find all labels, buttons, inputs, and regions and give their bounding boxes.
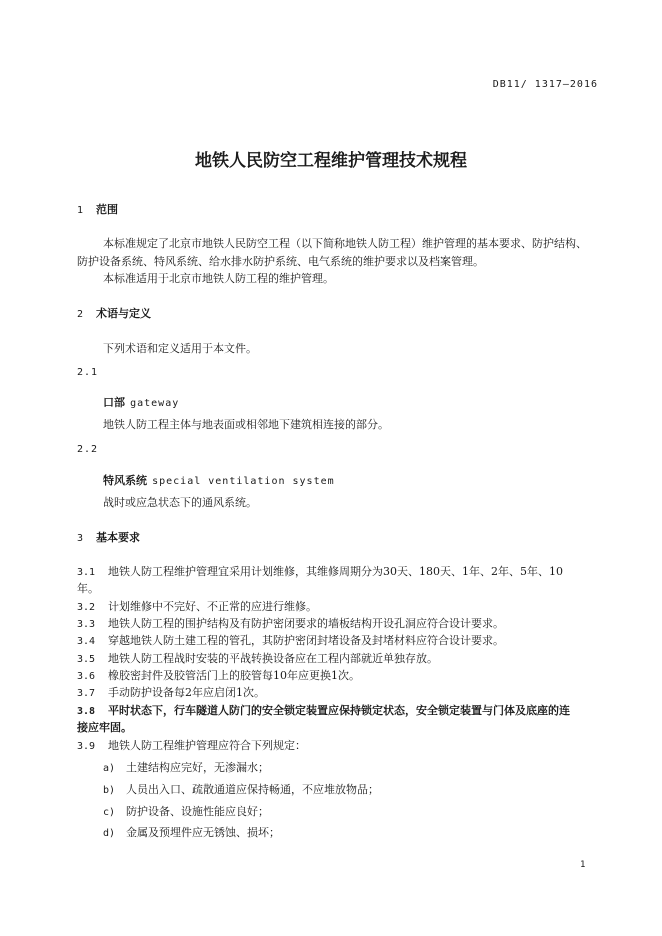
sub-list-item bbox=[103, 803, 269, 819]
item-text: 地铁人防工程战时安装的平战转换设备应在工程内部就近单独存放。 bbox=[108, 652, 438, 665]
term-name: 口部 bbox=[103, 396, 125, 409]
item-text: 地铁人防工程维护管理宜采用计划维修，其维修周期分为30天、180天、1年、2年、5年、10 bbox=[108, 565, 563, 578]
term-english: special ventilation system bbox=[152, 476, 335, 487]
paragraph-line: 本标准规定了北京市地铁人民防空工程（以下简称地铁人防工程）维护管理的基本要求、防护结构、 bbox=[103, 237, 587, 250]
section-number: 1 bbox=[77, 205, 84, 216]
section-title: 术语与定义 bbox=[96, 307, 151, 320]
term-number: 2.2 bbox=[77, 444, 99, 455]
item-number: 3.9 bbox=[77, 741, 96, 752]
paragraph-line: 下列术语和定义适用于本文件。 bbox=[103, 342, 257, 355]
item-number: 3.2 bbox=[77, 602, 96, 613]
paragraph-line: 防护设备系统、特风系统、给水排水防护系统、电气系统的维护要求以及档案管理。 bbox=[77, 255, 484, 268]
sub-item-label: d) bbox=[103, 828, 116, 839]
item-text: 计划维修中不完好、不正常的应进行维修。 bbox=[108, 600, 317, 613]
item-number: 3.7 bbox=[77, 688, 96, 699]
term-definition: 地铁人防工程主体与地表面或相邻地下建筑相连接的部分。 bbox=[103, 418, 389, 431]
sub-list-item bbox=[103, 781, 379, 797]
item-text: 平时状态下，行车隧道人防门的安全锁定装置应保持锁定状态，安全锁定装置与门体及底座的连 bbox=[108, 704, 570, 717]
section-2-heading bbox=[77, 305, 151, 321]
sub-item-label: c) bbox=[103, 807, 116, 818]
sub-item-text: 防护设备、设施性能应良好； bbox=[126, 805, 269, 818]
list-item bbox=[77, 650, 438, 666]
list-item bbox=[77, 632, 504, 648]
term-number: 2.1 bbox=[77, 367, 99, 378]
term-definition: 战时或应急状态下的通风系统。 bbox=[103, 496, 257, 509]
item-text: 穿越地铁人防土建工程的管孔，其防护密闭封堵设备及封堵材料应符合设计要求。 bbox=[108, 634, 504, 647]
item-text: 地铁人防工程维护管理应符合下列规定： bbox=[108, 739, 306, 752]
list-item bbox=[77, 615, 504, 631]
list-item-bold bbox=[77, 702, 570, 718]
item-text: 手动防护设备每2年应启闭1次。 bbox=[108, 686, 265, 699]
item-number: 3.4 bbox=[77, 636, 96, 647]
term-entry bbox=[103, 469, 335, 488]
item-continuation: 接应牢固。 bbox=[77, 721, 132, 734]
list-item bbox=[77, 563, 563, 579]
section-title: 范围 bbox=[96, 203, 118, 216]
list-item bbox=[77, 667, 360, 683]
list-item bbox=[77, 598, 317, 614]
sub-item-text: 金属及预埋件应无锈蚀、损坏； bbox=[126, 826, 280, 839]
standard-code: DB11/ 1317—2016 bbox=[492, 79, 598, 90]
sub-list-item bbox=[103, 824, 280, 840]
list-item bbox=[77, 737, 306, 753]
item-text: 地铁人防工程的围护结构及有防护密闭要求的墙板结构开设孔洞应符合设计要求。 bbox=[108, 617, 504, 630]
item-number: 3.1 bbox=[77, 567, 96, 578]
sub-item-label: a) bbox=[103, 763, 116, 774]
section-number: 3 bbox=[77, 533, 84, 544]
document-title: 地铁人民防空工程维护管理技术规程 bbox=[195, 151, 467, 171]
item-number: 3.6 bbox=[77, 671, 96, 682]
page-number: 1 bbox=[580, 860, 586, 870]
item-number: 3.5 bbox=[77, 654, 96, 665]
sub-list-item bbox=[103, 759, 269, 775]
sub-item-text: 土建结构应完好，无渗漏水； bbox=[126, 761, 269, 774]
item-number: 3.8 bbox=[77, 706, 96, 717]
term-english: gateway bbox=[130, 398, 180, 409]
section-title: 基本要求 bbox=[96, 531, 140, 544]
sub-item-text: 人员出入口、疏散通道应保持畅通，不应堆放物品； bbox=[126, 783, 379, 796]
sub-item-label: b) bbox=[103, 785, 116, 796]
item-text: 橡胶密封件及胶管活门上的胶管每10年应更换1次。 bbox=[108, 669, 360, 682]
list-item bbox=[77, 684, 265, 700]
item-number: 3.3 bbox=[77, 619, 96, 630]
term-entry bbox=[103, 391, 179, 410]
section-1-heading bbox=[77, 201, 118, 217]
paragraph-line: 本标准适用于北京市地铁人防工程的维护管理。 bbox=[103, 272, 334, 285]
section-3-heading bbox=[77, 529, 140, 545]
item-continuation: 年。 bbox=[77, 582, 99, 595]
section-number: 2 bbox=[77, 309, 84, 320]
term-name: 特风系统 bbox=[103, 474, 147, 487]
